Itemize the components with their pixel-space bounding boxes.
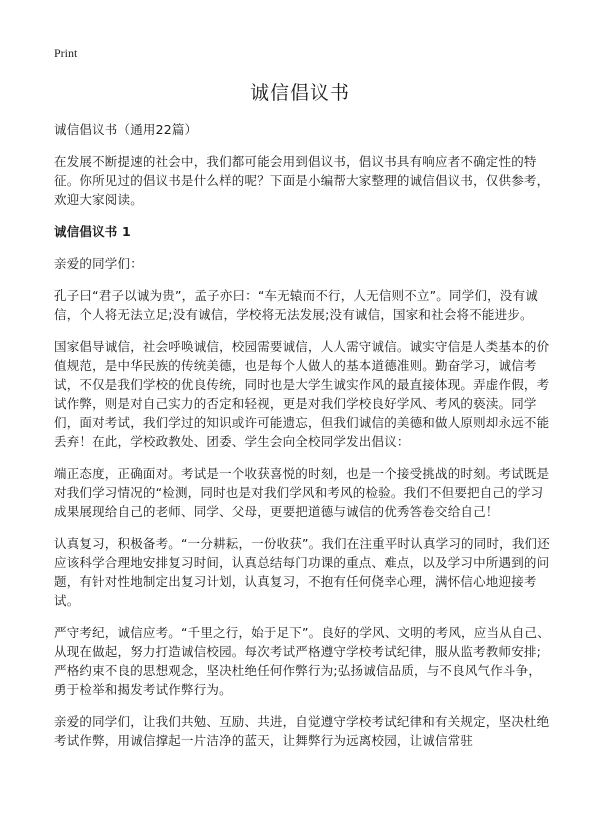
document-title: 诚信倡议书 [249, 82, 350, 104]
body-paragraph-6: 亲爱的同学们，让我们共勉、互励、共进，自觉遵守学校考试纪律和有关规定，坚决杜绝考试作弊，用诚信撑起一片洁净的蓝天，让舞弊行为远离校园，让诚信常驻 [54, 714, 550, 748]
document-subtitle: 诚信倡议书（通用22篇） [54, 122, 198, 137]
body-paragraph-4: 认真复习，积极备考。“一分耕耘，一份收获”。我们在注重平时认真学习的同时，我们还应该科学合理地安排复习时间，认真总结每门功课的重点、难点，以及学习中所遇到的问题，有针对性地制定出复习计划，认真复习，不抱有任何侥幸心理，满怀信心地迎接考试。 [54, 536, 550, 608]
section-heading: 诚信倡议书 1 [54, 224, 131, 239]
print-link[interactable]: Print [54, 46, 78, 60]
body-paragraph-5: 严守考纪，诚信应考。“千里之行，始于足下”。良好的学风、文明的考风，应当从自己、从现在做起，努力打造诚信校园。每次考试严格遵守学校考试纪律，服从监考教师安排;严格约束不良的思想观念，坚决杜绝任何作弊行为;弘扬诚信品质，与不良风气作斗争，勇于检举和揭发考试作弊行为。 [54, 625, 550, 697]
body-paragraph-3: 端正态度，正确面对。考试是一个收获喜悦的时刻，也是一个接受挑战的时刻。考试既是对我们学习情况的“检测，同时也是对我们学风和考风的检验。我们不但要把自己的学习成果展现给自己的老师、同学、父母，更要把道德与诚信的优秀答卷交给自己！ [54, 466, 550, 519]
intro-paragraph: 在发展不断提速的社会中，我们都可能会用到倡议书，倡议书具有响应者不确定性的特征。你所见过的倡议书是什么样的呢？下面是小编帮大家整理的诚信倡议书，仅供参考，欢迎大家阅读。 [54, 154, 550, 207]
body-paragraph-2: 国家倡导诚信，社会呼唤诚信，校园需要诚信，人人需守诚信。诚实守信是人类基本的价值规范，是中华民族的传统美德，也是每个人做人的基本道德准则。勤奋学习，诚信考试，不仅是我们学校的优良传统，同时也是大学生诚实作风的最直接体现。弄虚作假，考试作弊，则是对自己实力的否定和轻视，更是对我们学校良好学风、考风的亵渎。同学们，面对考试，我们学过的知识或许可能遗忘，但我们诚信的美德和做人原则却永远不能丢弃！在此，学校政教处、团委、学生会向全校同学发出倡议： [54, 339, 550, 449]
body-paragraph-1: 孔子曰“君子以诚为贵”，孟子亦曰：“车无辕而不行，人无信则不立”。同学们，没有诚信，个人将无法立足;没有诚信，学校将无法发展;没有诚信，国家和社会将不能进步。 [54, 288, 538, 322]
document-body [54, 120, 550, 763]
greeting: 亲爱的同学们： [54, 256, 143, 271]
